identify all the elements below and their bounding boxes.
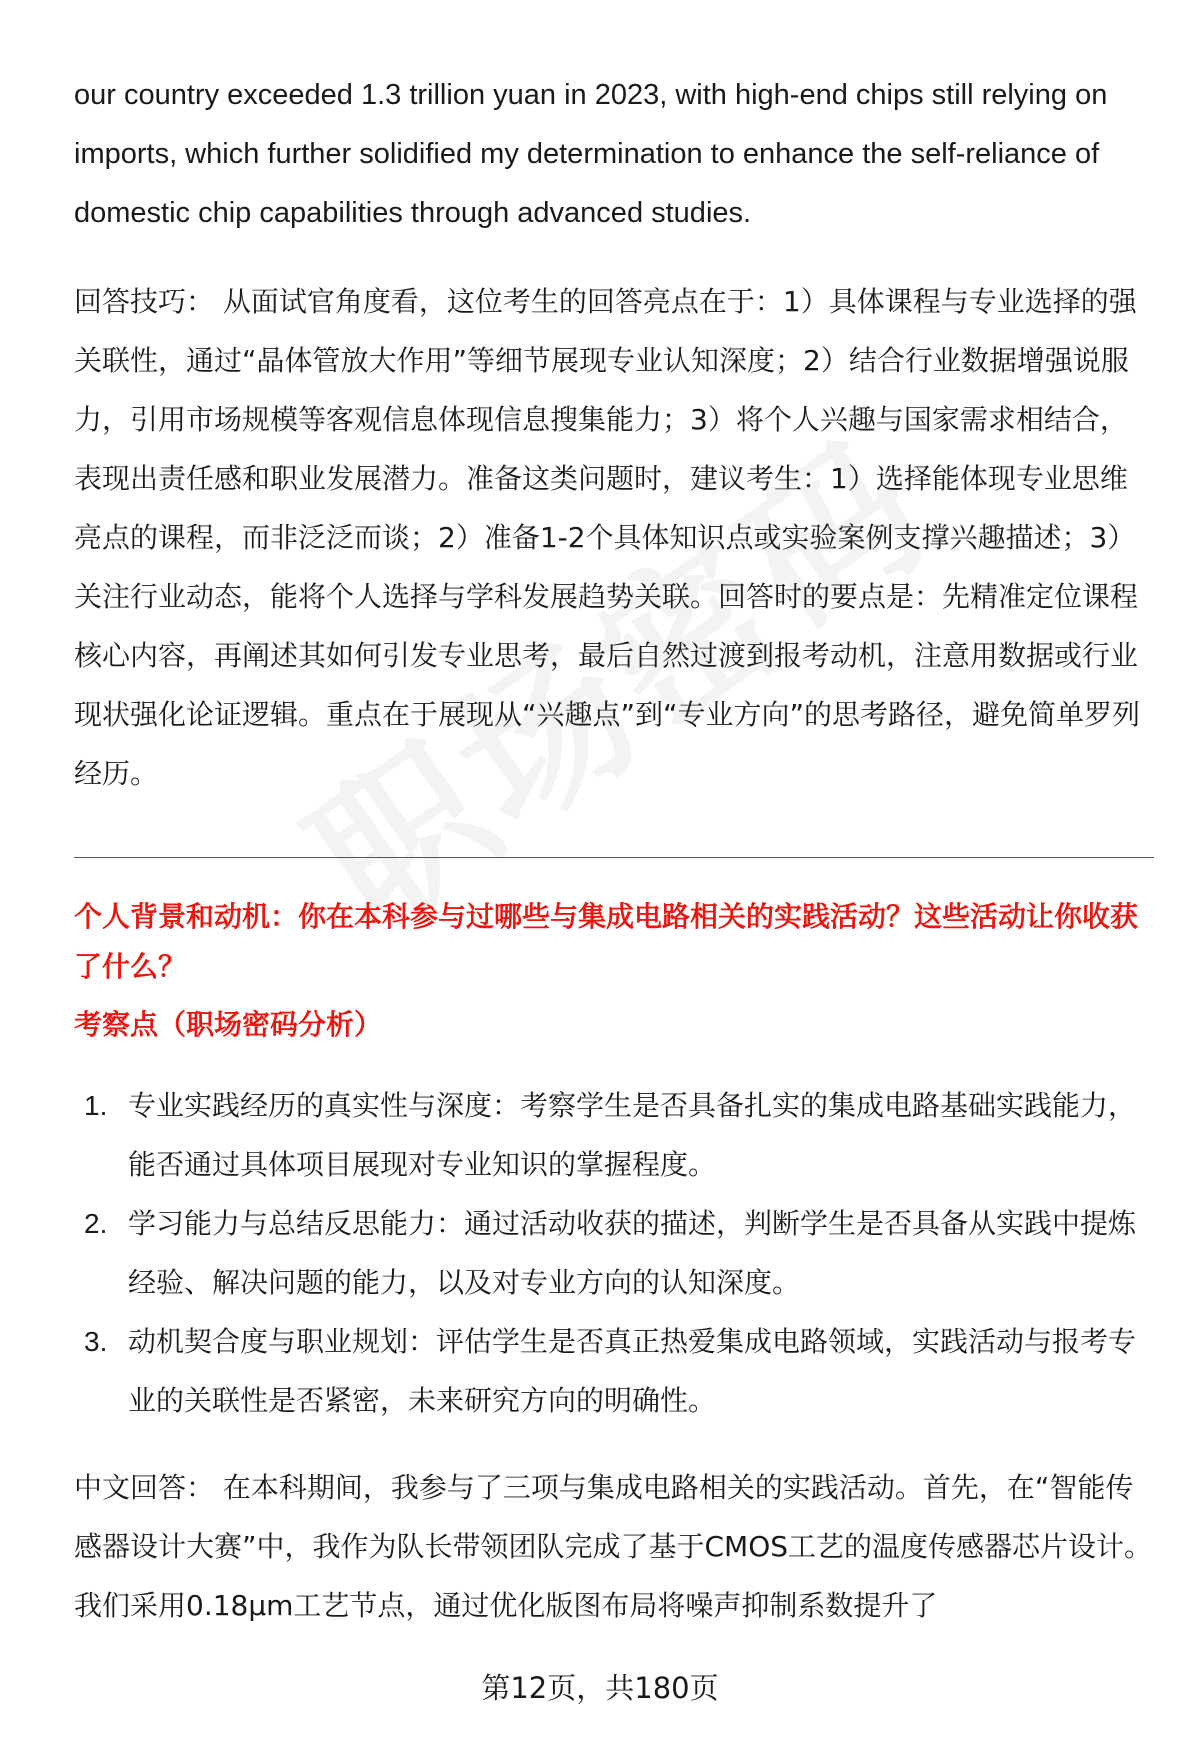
- list-item-text: 动机契合度与职业规划：评估学生是否真正热爱集成电路领域，实践活动与报考专业的关联性是否紧密，未来研究方向的明确性。: [128, 1325, 1137, 1417]
- section-divider: [74, 857, 1154, 858]
- list-item-text: 专业实践经历的真实性与深度：考察学生是否具备扎实的集成电路基础实践能力，能否通过具体项目展现对专业知识的掌握程度。: [128, 1089, 1137, 1181]
- list-item-number: 2.: [84, 1208, 108, 1239]
- question-heading: 个人背景和动机：你在本科参与过哪些与集成电路相关的实践活动？这些活动让你收获了什么？: [74, 900, 1139, 983]
- list-item: [74, 1312, 1154, 1430]
- list-item-number: 3.: [84, 1326, 108, 1357]
- list-item: [74, 1194, 1154, 1312]
- page-footer: 第12页，共180页: [481, 1671, 719, 1705]
- chinese-answer-paragraph: 中文回答： 在本科期间，我参与了三项与集成电路相关的实践活动。首先，在“智能传感器设计大赛”中，我作为队长带领团队完成了基于CMOS工艺的温度传感器芯片设计。我们采用0.18μm工艺节点，通过优化版图布局将噪声抑制系数提升了: [74, 1471, 1153, 1622]
- analysis-list: [74, 1076, 1154, 1430]
- analysis-title: 考察点（职场密码分析）: [74, 1008, 383, 1041]
- english-paragraph: our country exceeded 1.3 trillion yuan in 2023, with high-end chips still relying on imports, which further solidified my determination to enhance the self-reliance of domestic chip capabilities through advanced studies.: [74, 79, 1108, 229]
- list-item-text: 学习能力与总结反思能力：通过活动收获的描述，判断学生是否具备从实践中提炼经验、解决问题的能力，以及对专业方向的认知深度。: [128, 1207, 1137, 1299]
- answer-tips-paragraph: 回答技巧： 从面试官角度看，这位考生的回答亮点在于：1）具体课程与专业选择的强关联性，通过“晶体管放大作用”等细节展现专业认知深度；2）结合行业数据增强说服力，引用市场规模等客观信息体现信息搜集能力；3）将个人兴趣与国家需求相结合，表现出责任感和职业发展潜力。准备这类问题时，建议考生：1）选择能体现专业思维亮点的课程，而非泛泛而谈；2）准备1-2个具体知识点或实验案例支撑兴趣描述；3）关注行业动态，能将个人选择与学科发展趋势关联。回答时的要点是：先精准定位课程核心内容，再阐述其如何引发专业思考，最后自然过渡到报考动机，注意用数据或行业现状强化论证逻辑。重点在于展现从“兴趣点”到“专业方向”的思考路径，避免简单罗列经历。: [74, 285, 1141, 790]
- list-item: [74, 1076, 1154, 1194]
- list-item-number: 1.: [84, 1090, 108, 1121]
